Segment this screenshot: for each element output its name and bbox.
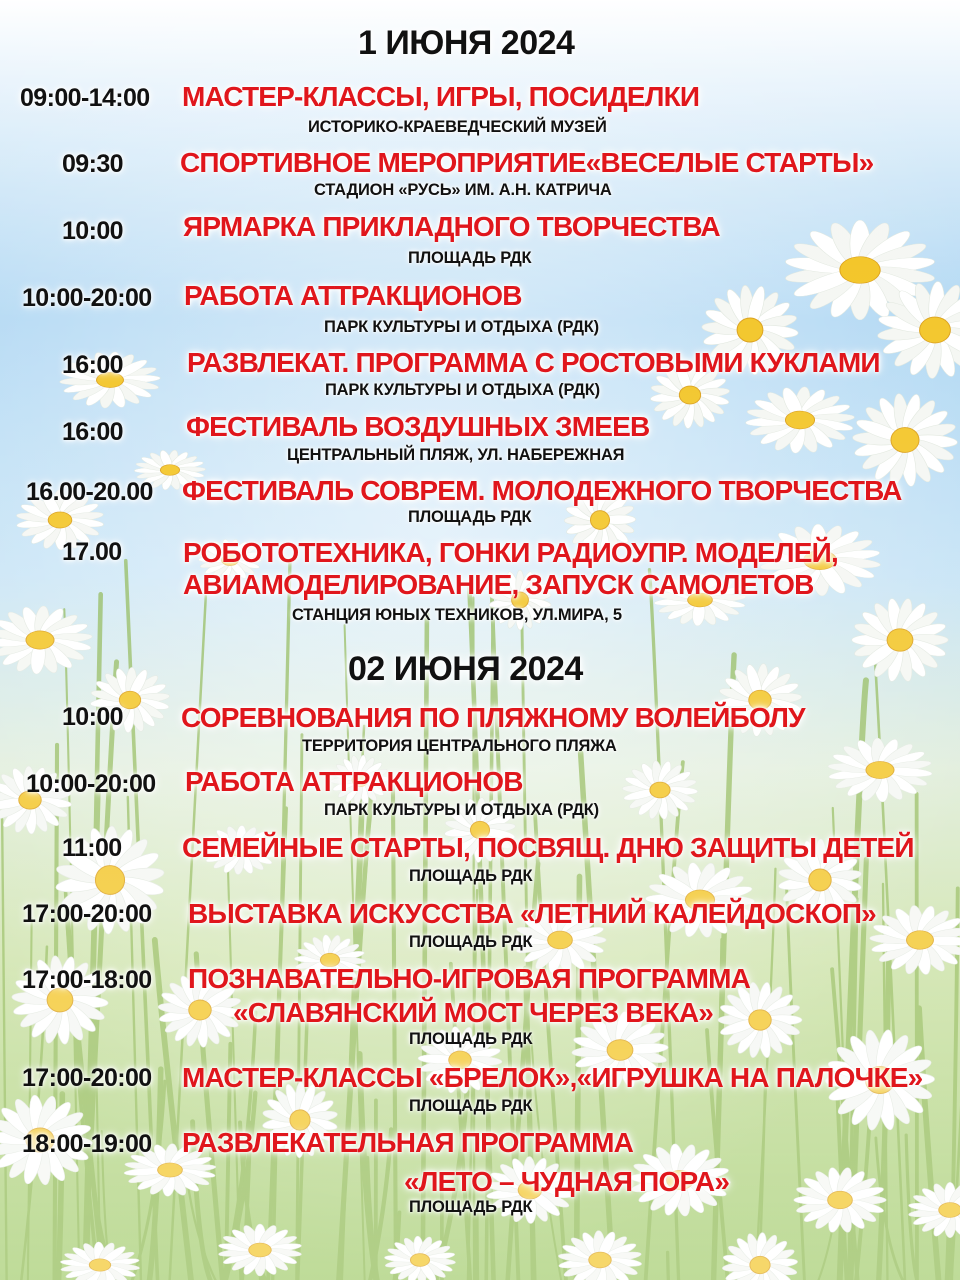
day2-time-6: 17:00-20:00	[22, 1064, 152, 1092]
day2-event-2: РАБОТА АТТРАКЦИОНОВ	[185, 766, 523, 797]
day1-place-6: ЦЕНТРАЛЬНЫЙ ПЛЯЖ, УЛ. НАБЕРЕЖНАЯ	[287, 446, 625, 464]
day2-title: 02 ИЮНЯ 2024	[348, 650, 583, 688]
day1-event-4: РАБОТА АТТРАКЦИОНОВ	[184, 280, 522, 311]
day2-event-7a: РАЗВЛЕКАТЕЛЬНАЯ ПРОГРАММА	[182, 1127, 634, 1158]
day2-place-7: ПЛОЩАДЬ РДК	[409, 1198, 533, 1216]
day1-place-2: СТАДИОН «РУСЬ» ИМ. А.Н. КАТРИЧА	[314, 181, 612, 199]
day2-time-5: 17:00-18:00	[22, 966, 152, 994]
day1-event-7: ФЕСТИВАЛЬ СОВРЕМ. МОЛОДЕЖНОГО ТВОРЧЕСТВА	[182, 475, 902, 506]
day1-place-7: ПЛОЩАДЬ РДК	[408, 508, 532, 526]
day1-event-6: ФЕСТИВАЛЬ ВОЗДУШНЫХ ЗМЕЕВ	[186, 411, 650, 442]
day2-time-3: 11:00	[62, 834, 122, 862]
day1-place-4: ПАРК КУЛЬТУРЫ И ОТДЫХА (РДК)	[324, 318, 599, 336]
day2-event-1: СОРЕВНОВАНИЯ ПО ПЛЯЖНОМУ ВОЛЕЙБОЛУ	[181, 702, 805, 733]
day1-event-1: МАСТЕР-КЛАССЫ, ИГРЫ, ПОСИДЕЛКИ	[182, 81, 700, 112]
day2-event-6: МАСТЕР-КЛАССЫ «БРЕЛОК»,«ИГРУШКА НА ПАЛОЧКЕ»	[182, 1062, 923, 1093]
day1-place-5: ПАРК КУЛЬТУРЫ И ОТДЫХА (РДК)	[325, 381, 600, 399]
day2-place-5: ПЛОЩАДЬ РДК	[409, 1030, 533, 1048]
day1-event-3: ЯРМАРКА ПРИКЛАДНОГО ТВОРЧЕСТВА	[183, 211, 720, 242]
day1-event-5: РАЗВЛЕКАТ. ПРОГРАММА С РОСТОВЫМИ КУКЛАМИ	[187, 347, 880, 378]
day1-time-1: 09:00-14:00	[20, 84, 150, 112]
day1-place-8: СТАНЦИЯ ЮНЫХ ТЕХНИКОВ, УЛ.МИРА, 5	[292, 606, 622, 624]
day1-event-2: СПОРТИВНОЕ МЕРОПРИЯТИЕ«ВЕСЕЛЫЕ СТАРТЫ»	[180, 147, 874, 178]
day1-time-5: 16:00	[62, 351, 123, 379]
day2-event-4: ВЫСТАВКА ИСКУССТВА «ЛЕТНИЙ КАЛЕЙДОСКОП»	[188, 898, 876, 929]
day2-time-2: 10:00-20:00	[26, 770, 156, 798]
day1-event-8b: АВИАМОДЕЛИРОВАНИЕ, ЗАПУСК САМОЛЕТОВ	[183, 569, 814, 600]
day1-time-3: 10:00	[62, 217, 123, 245]
day2-event-7b: «ЛЕТО – ЧУДНАЯ ПОРА»	[404, 1166, 730, 1197]
day2-place-1: ТЕРРИТОРИЯ ЦЕНТРАЛЬНОГО ПЛЯЖА	[302, 737, 617, 755]
day2-place-6: ПЛОЩАДЬ РДК	[409, 1097, 533, 1115]
day1-time-8: 17.00	[62, 538, 122, 566]
day2-time-7: 18:00-19:00	[22, 1130, 152, 1158]
day1-place-3: ПЛОЩАДЬ РДК	[408, 249, 532, 267]
day2-place-4: ПЛОЩАДЬ РДК	[409, 933, 533, 951]
day2-place-2: ПАРК КУЛЬТУРЫ И ОТДЫХА (РДК)	[324, 801, 599, 819]
day1-time-6: 16:00	[62, 418, 123, 446]
day2-event-5a: ПОЗНАВАТЕЛЬНО-ИГРОВАЯ ПРОГРАММА	[188, 963, 751, 994]
day2-event-5b: «СЛАВЯНСКИЙ МОСТ ЧЕРЕЗ ВЕКА»	[233, 997, 714, 1028]
day1-event-8a: РОБОТОТЕХНИКА, ГОНКИ РАДИОУПР. МОДЕЛЕЙ,	[183, 537, 838, 568]
day1-time-7: 16.00-20.00	[26, 478, 153, 506]
day2-event-3: СЕМЕЙНЫЕ СТАРТЫ, ПОСВЯЩ. ДНЮ ЗАЩИТЫ ДЕТЕЙ	[182, 832, 914, 863]
day1-time-4: 10:00-20:00	[22, 284, 152, 312]
day1-title: 1 ИЮНЯ 2024	[358, 24, 575, 62]
day2-time-1: 10:00	[62, 703, 123, 731]
day1-time-2: 09:30	[62, 150, 123, 178]
day2-time-4: 17:00-20:00	[22, 900, 152, 928]
day2-place-3: ПЛОЩАДЬ РДК	[409, 867, 533, 885]
day1-place-1: ИСТОРИКО-КРАЕВЕДЧЕСКИЙ МУЗЕЙ	[308, 118, 607, 136]
